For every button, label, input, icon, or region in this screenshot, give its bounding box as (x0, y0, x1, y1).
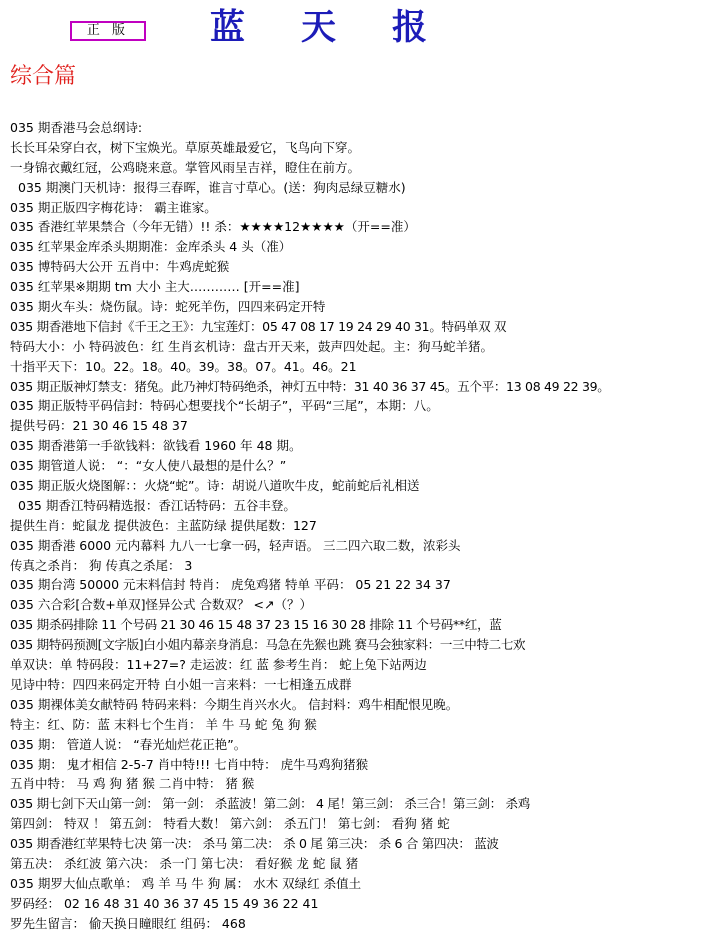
text-line: 五肖中特： 马 鸡 狗 猪 猴 二肖中特： 猪 猴 (10, 776, 255, 792)
text-line: 035 期澳门天机诗：报得三春晖，谁言寸草心。(送：狗肉忌绿豆糖水) (18, 179, 406, 195)
text-line: 罗先生留言： 偷天换日瞳眼红 组码： 468 (10, 915, 246, 931)
text-line: 035 期： 鬼才相信 2-5-7 肖中特!!! 七肖中特： 虎牛马鸡狗猪猴 (10, 756, 369, 772)
text-line: 035 期正版特平码信封：特码心想要找个“长胡子”，平码“三尾”，本期：八。 (10, 398, 439, 414)
text-line: 第四剑： 特双 ！ 第五剑： 特看大数！ 第六剑： 杀五门！ 第七剑： 看狗 猪 蛇 (10, 816, 450, 832)
text-line: 035 期杀码排除 11 个号码 21 30 46 15 48 37 23 15 16 30 28 排除 11 个号码**红，蓝 (10, 617, 502, 633)
text-line: 十指平天下：10。22。18。40。39。38。07。41。46。21 (10, 358, 357, 374)
text-line: 035 期香港地下信封《千王之王》：九宝莲灯：05 47 08 17 19 24 29 40 31。特码单双 双 (10, 318, 507, 334)
text-line: 罗码经： 02 16 48 31 40 36 37 45 15 49 36 22 41 (10, 895, 319, 911)
text-line: 035 期火车头：烧伤鼠。诗：蛇死羊伤，四四来码定开特 (10, 299, 326, 315)
text-line: 035 期香港 6000 元内幕料 九八一七拿一码，轻声语。 三二四六取二数，浓彩头 (10, 537, 461, 553)
text-line: 035 期香港红苹果特七决 第一决： 杀马 第二决： 杀 0 尾 第三决： 杀 6 合 第四决： 蓝波 (10, 836, 499, 852)
text-line: 035 期正版四字梅花诗： 霸主谁家。 (10, 199, 217, 215)
text-line: 035 期： 管道人说： “春光灿烂花正艳”。 (10, 736, 247, 752)
text-line: 035 期正版火烧图解：：火烧“蛇”。诗：胡说八道吹牛皮，蛇前蛇后礼相送 (10, 478, 420, 494)
text-line: 单双诀：单 特码段：11+27=? 走运波：红 蓝 参考生肖： 蛇上兔下站两边 (10, 657, 427, 673)
text-line: 长长耳朵穿白衣，树下宝焕光。草原英雄最爱它，飞鸟向下穿。 (10, 139, 361, 155)
section-title: 综合篇 (10, 64, 77, 89)
text-line: 提供号码：21 30 46 15 48 37 (10, 418, 188, 434)
text-line: 035 红苹果※期期 tm 大小 主大………… [开==准] (10, 279, 300, 295)
text-line: 第五决： 杀红波 第六决： 杀一门 第七决： 看好猴 龙 蛇 鼠 猪 (10, 855, 359, 871)
newspaper-title: 蓝天报 (210, 7, 484, 48)
text-line: 传真之杀肖： 狗 传真之杀尾： 3 (10, 557, 193, 573)
text-line: 035 博特码大公开 五肖中：牛鸡虎蛇猴 (10, 259, 230, 275)
text-line: 035 香港红苹果禁合（今年无错）!! 杀：★★★★12★★★★（开==准） (10, 219, 416, 235)
text-line: 035 期七剑下天山第一剑： 第一剑： 杀蓝波！第二剑： 4 尾！第三剑： 杀三合！第三剑： 杀鸡 (10, 796, 530, 812)
article-body (10, 118, 710, 934)
text-line: 035 期管道人说： “：“女人使八最想的是什么？” (10, 458, 287, 474)
text-line: 035 期台湾 50000 元末料信封 特肖： 虎兔鸡猪 特单 平码： 05 21 22 34 37 (10, 577, 451, 593)
text-line: 035 期裸体美女献特码 特码来料：今期生肖兴水火。 信封料：鸡牛相配恨见晚。 (10, 696, 459, 712)
text-line: 提供生肖：蛇鼠龙 提供波色：主蓝防绿 提供尾数：127 (10, 517, 317, 533)
text-line: 035 期罗大仙点歌单： 鸡 羊 马 牛 狗 属： 水木 双绿红 杀值土 (10, 875, 362, 891)
text-line: 035 期香江特码精选报：香江话特码：五谷丰登。 (18, 497, 296, 513)
text-line: 035 期香港第一手欲钱料：欲钱看 1960 年 48 期。 (10, 438, 302, 454)
text-line: 035 期香港马会总纲诗: (10, 120, 143, 135)
text-line: 035 红苹果金库杀头期期准：金库杀头 4 头（准） (10, 239, 292, 255)
text-line: 035 期特码预测[文字版]白小姐内幕亲身消息：马急在先猴也跳 赛马会独家料：一三中特二七欢 (10, 637, 526, 653)
text-line: 特主：红、防：蓝 末料七个生肖： 羊 牛 马 蛇 兔 狗 猴 (10, 716, 317, 732)
text-line: 035 期正版神灯禁支：猪兔。此乃神灯特码绝杀，神灯五中特：31 40 36 37 45。五个平：13 08 49 22 39。 (10, 378, 610, 394)
text-line: 一身锦衣戴红冠，公鸡晓来意。掌管风雨呈吉祥，瞪住在前方。 (10, 159, 361, 175)
text-line: 特码大小：小 特码波色：红 生肖玄机诗：盘古开天来，鼓声四处起。主：狗马蛇羊猪。 (10, 338, 493, 354)
text-line: 见诗中特：四四来码定开特 白小姐一言来料：一七相逢五成群 (10, 676, 352, 692)
text-line: 035 六合彩[合数+单双]怪异公式 合数双？ <↗（？） (10, 597, 312, 613)
authentic-edition-badge: 正 版 (70, 21, 146, 41)
